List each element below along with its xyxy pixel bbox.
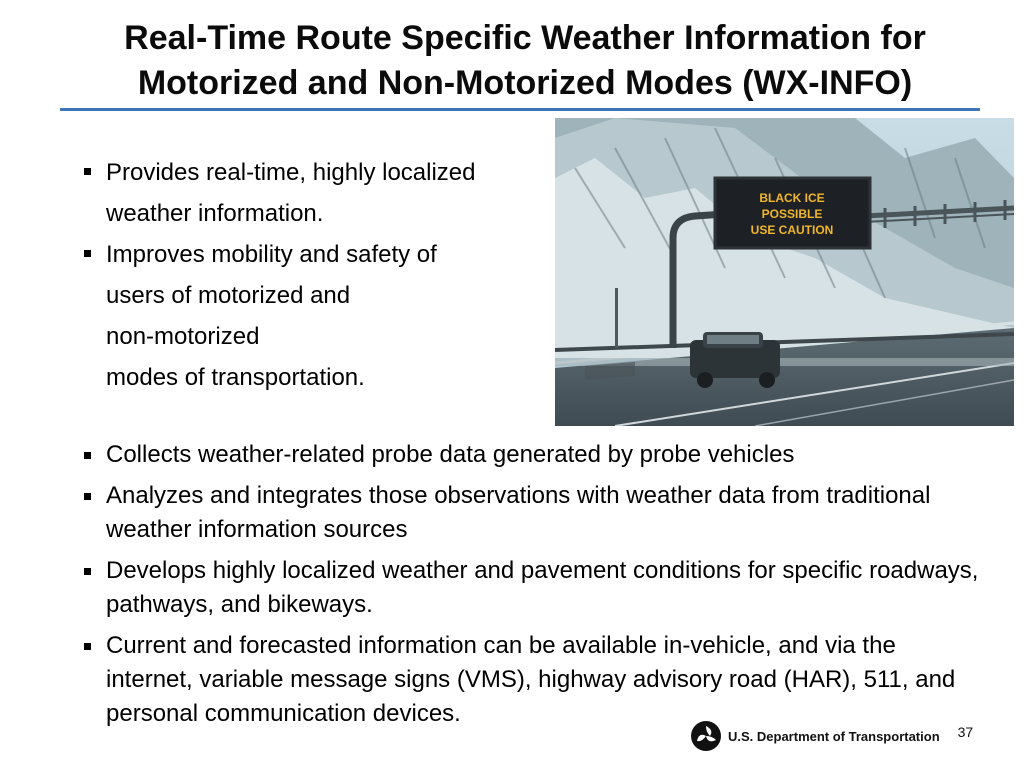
sign-text-1: BLACK ICE	[759, 191, 825, 205]
bullet-icon	[84, 452, 91, 459]
bottom-bullet-list	[84, 438, 984, 738]
department-name: U.S. Department of Transportation	[728, 728, 940, 744]
bullet-line: weather information.	[106, 200, 324, 227]
list-item	[84, 479, 984, 547]
bullet-text: Develops highly localized weather and pavement conditions for specific roadways, pathways, and bikeways.	[106, 557, 979, 618]
road-sign-photo	[555, 118, 1014, 426]
bullet-text: Current and forecasted information can be available in-vehicle, and via the internet, variable message signs (VMS), highway advisory road (HAR), 511, and personal communication devices.	[106, 632, 956, 727]
bullet-line: Improves mobility and safety of	[106, 241, 437, 268]
list-item	[84, 438, 984, 472]
slide-footer	[690, 720, 973, 752]
title-line-1: Real-Time Route Specific Weather Information for	[124, 19, 926, 57]
list-item	[84, 554, 984, 622]
bullet-icon	[84, 568, 91, 575]
snowy-highway-image	[555, 118, 1014, 426]
list-item	[84, 234, 544, 398]
bullet-icon	[84, 643, 91, 650]
bullet-line: modes of transportation.	[106, 364, 365, 391]
bullet-line: Provides real-time, highly localized	[106, 159, 476, 186]
bullet-icon	[84, 493, 91, 500]
dot-logo-icon	[690, 720, 722, 752]
bullet-icon	[84, 250, 91, 257]
bullet-text: Collects weather-related probe data generated by probe vehicles	[106, 441, 795, 468]
slide-title	[40, 16, 1010, 106]
sign-text-2: POSSIBLE	[761, 207, 823, 221]
sign-text-3: USE CAUTION	[750, 223, 834, 237]
page-number: 37	[957, 724, 974, 740]
title-line-2: Motorized and Non-Motorized Modes (WX-INFO)	[137, 64, 913, 102]
bullet-line: non-motorized	[106, 323, 260, 350]
bullet-icon	[84, 168, 91, 175]
bullet-line: users of motorized and	[106, 282, 351, 309]
list-item	[84, 629, 984, 731]
bullet-text: Analyzes and integrates those observations with weather data from traditional weather information sources	[106, 482, 931, 543]
title-divider	[60, 108, 980, 111]
list-item	[84, 152, 544, 234]
top-bullet-list	[84, 152, 544, 398]
